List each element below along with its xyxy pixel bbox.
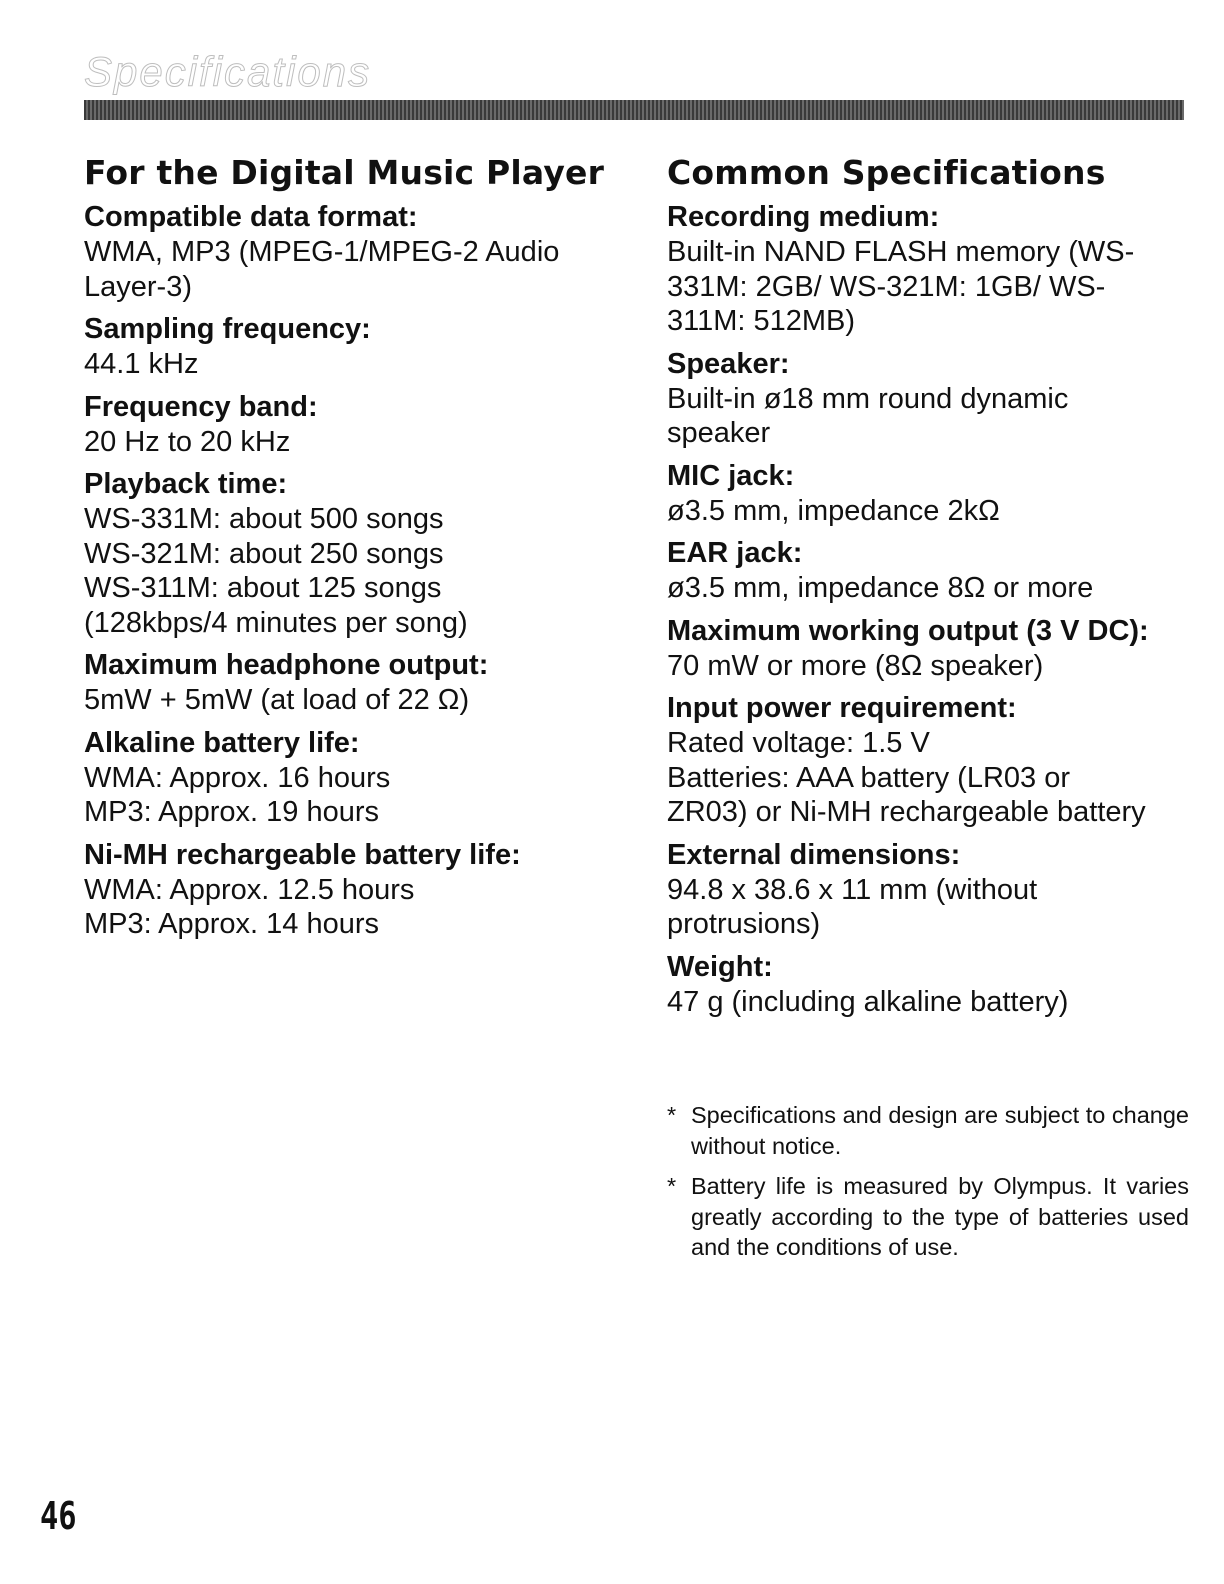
spec-item: [667, 200, 1192, 339]
digital-music-player-column: [84, 150, 624, 950]
spec-label: Ni-MH rechargeable battery life:: [84, 838, 521, 871]
spec-value-line: 47 g (including alkaline battery): [667, 985, 1069, 1018]
spec-value-line: 20 Hz to 20 kHz: [84, 425, 291, 458]
spec-value-line: 44.1 kHz: [84, 348, 199, 380]
spec-item: [667, 459, 1192, 529]
spec-value-line: WS-311M: about 125 songs: [84, 572, 442, 604]
spec-item: [667, 536, 1192, 606]
spec-value-line: 70 mW or more (8Ω speaker): [667, 649, 1044, 682]
page-header-title: Specifications: [84, 48, 372, 95]
spec-value-line: WMA: Approx. 12.5 hours: [84, 873, 415, 906]
spec-item: [667, 347, 1192, 451]
left-spec-list: [84, 200, 624, 942]
footnote-text: Battery life is measured by Olympus. It varies greatly according to the type of batteries used and the conditions of use.: [691, 1173, 1189, 1260]
spec-label: Speaker:: [667, 347, 790, 380]
footnote: [667, 1100, 1189, 1161]
footnotes: [667, 1100, 1189, 1273]
spec-value-line: WMA: Approx. 16 hours: [84, 761, 391, 794]
spec-item: [84, 838, 624, 942]
spec-item: [667, 691, 1192, 830]
spec-value: [84, 873, 624, 942]
spec-value-line: WS-321M: about 250 songs: [84, 537, 444, 570]
spec-item: [84, 467, 624, 640]
spec-label: Weight:: [667, 950, 773, 983]
spec-value: [84, 761, 624, 830]
spec-label: Recording medium:: [667, 201, 940, 233]
spec-value-line: 5mW + 5mW (at load of 22 Ω): [84, 684, 470, 716]
spec-value: [84, 235, 624, 304]
spec-value-line: ø3.5 mm, impedance 8Ω or more: [667, 572, 1094, 604]
footnote-marker: *: [667, 1173, 677, 1199]
spec-value-line: 94.8 x 38.6 x 11 mm (without: [667, 873, 1038, 906]
spec-value: [84, 502, 624, 640]
spec-value: [667, 985, 1192, 1020]
header-bar: [84, 100, 1184, 120]
spec-value: [667, 571, 1192, 606]
spec-label: Sampling frequency:: [84, 313, 371, 345]
spec-item: [667, 614, 1192, 684]
spec-value-line: MP3: Approx. 19 hours: [84, 796, 379, 828]
spec-value-line: Batteries: AAA battery (LR03 or: [667, 761, 1070, 794]
page-number: 46: [40, 1494, 77, 1538]
spec-value-line: protrusions): [667, 908, 821, 940]
spec-label: Playback time:: [84, 468, 288, 500]
spec-value: [84, 425, 624, 460]
spec-value-line: Built-in ø18 mm round dynamic: [667, 382, 1069, 415]
spec-value-line: WMA, MP3 (MPEG-1/MPEG-2 Audio: [84, 236, 560, 268]
spec-value-line: MP3: Approx. 14 hours: [84, 908, 379, 940]
spec-item: [84, 200, 624, 304]
spec-item: [84, 648, 624, 718]
spec-value: [667, 235, 1192, 339]
spec-item: [84, 726, 624, 830]
spec-value-line: (128kbps/4 minutes per song): [84, 606, 468, 639]
footnote-marker: *: [667, 1102, 677, 1128]
spec-value: [667, 873, 1192, 942]
right-spec-list: [667, 200, 1192, 1019]
spec-value-line: ZR03) or Ni-MH rechargeable battery: [667, 796, 1146, 828]
right-column-title: Common Specifications: [667, 153, 1106, 192]
spec-label: EAR jack:: [667, 537, 803, 569]
spec-value: [84, 347, 624, 382]
spec-label: Input power requirement:: [667, 692, 1017, 724]
spec-label: Maximum working output (3 V DC):: [667, 614, 1149, 647]
spec-value: [667, 649, 1192, 684]
left-column-title: For the Digital Music Player: [84, 153, 605, 192]
spec-label: Compatible data format:: [84, 201, 418, 233]
spec-item: [667, 838, 1192, 942]
spec-label: External dimensions:: [667, 838, 961, 871]
spec-item: [667, 950, 1192, 1020]
spec-value: [667, 494, 1192, 529]
spec-item: [84, 390, 624, 460]
spec-value-line: ø3.5 mm, impedance 2kΩ: [667, 494, 1000, 527]
spec-value-line: Rated voltage: 1.5 V: [667, 727, 930, 759]
footnote-text: Specifications and design are subject to change without notice.: [691, 1102, 1189, 1159]
footnote: [667, 1171, 1189, 1263]
spec-value-line: speaker: [667, 417, 771, 449]
spec-value-line: 331M: 2GB/ WS-321M: 1GB/ WS-: [667, 270, 1106, 303]
spec-value: [667, 726, 1192, 830]
spec-value-line: WS-331M: about 500 songs: [84, 503, 444, 535]
spec-label: Frequency band:: [84, 390, 318, 423]
spec-label: Maximum headphone output:: [84, 649, 489, 681]
spec-value-line: 311M: 512MB): [667, 305, 856, 337]
spec-item: [84, 312, 624, 382]
spec-label: MIC jack:: [667, 459, 795, 492]
spec-value-line: Layer-3): [84, 270, 192, 303]
spec-label: Alkaline battery life:: [84, 726, 360, 759]
spec-value: [667, 382, 1192, 451]
spec-value: [84, 683, 624, 718]
spec-value-line: Built-in NAND FLASH memory (WS-: [667, 236, 1135, 268]
common-specifications-column: [667, 150, 1192, 1027]
